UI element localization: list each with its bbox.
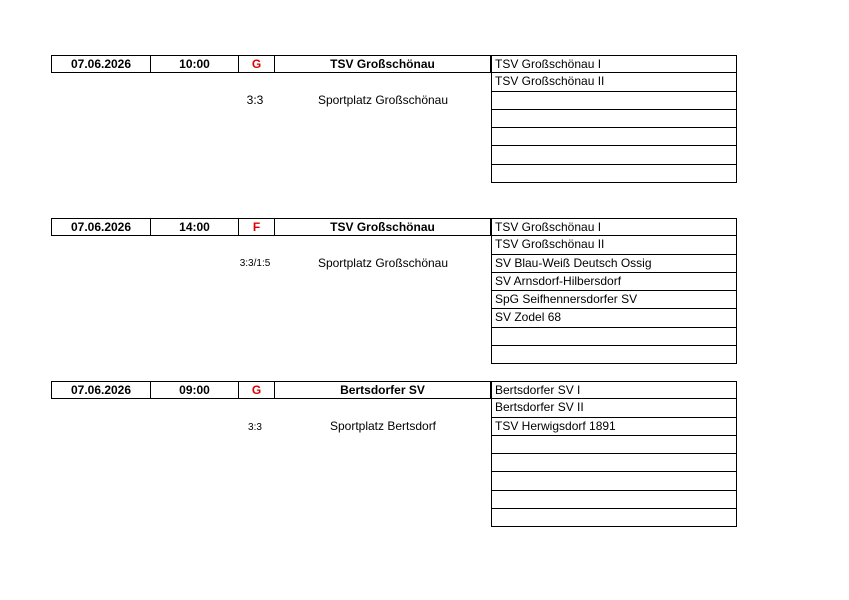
- team-list: [491, 218, 737, 364]
- event-header: [51, 381, 491, 399]
- team-slot: TSV Großschönau I: [491, 55, 737, 73]
- team-slot: TSV Großschönau II: [491, 236, 737, 254]
- event-type: G: [239, 381, 275, 399]
- event-venue: Sportplatz Großschönau: [317, 93, 449, 107]
- event-venue: Sportplatz Bertsdorf: [329, 419, 437, 433]
- event-mode: 3:3: [246, 93, 264, 107]
- event-date: 07.06.2026: [51, 381, 151, 399]
- team-slot: TSV Großschönau I: [491, 218, 737, 236]
- team-slot: Bertsdorfer SV II: [491, 399, 737, 417]
- team-slot: [491, 92, 737, 110]
- event-date: 07.06.2026: [51, 55, 151, 73]
- team-slot: [491, 472, 737, 490]
- event-host: TSV Großschönau: [275, 218, 491, 236]
- team-list: [491, 381, 737, 527]
- event-venue: Sportplatz Großschönau: [317, 256, 449, 270]
- team-slot: [491, 328, 737, 346]
- event-host: Bertsdorfer SV: [275, 381, 491, 399]
- event-time: 14:00: [151, 218, 239, 236]
- team-slot: SpG Seifhennersdorfer SV: [491, 291, 737, 309]
- event-date: 07.06.2026: [51, 218, 151, 236]
- team-slot: [491, 146, 737, 164]
- team-slot: [491, 165, 737, 183]
- team-slot: TSV Großschönau II: [491, 73, 737, 91]
- team-slot: SV Arnsdorf-Hilbersdorf: [491, 273, 737, 291]
- event-time: 09:00: [151, 381, 239, 399]
- event-header: [51, 218, 491, 236]
- event-type: F: [239, 218, 275, 236]
- event-time: 10:00: [151, 55, 239, 73]
- team-slot: [491, 509, 737, 527]
- event-host: TSV Großschönau: [275, 55, 491, 73]
- event-mode: 3:3: [248, 422, 262, 433]
- team-slot: SV Blau-Weiß Deutsch Ossig: [491, 255, 737, 273]
- event-header: [51, 55, 491, 73]
- team-list: [491, 55, 737, 183]
- team-slot: [491, 110, 737, 128]
- team-slot: [491, 436, 737, 454]
- team-slot: [491, 491, 737, 509]
- event-mode: 3:3/1:5: [239, 258, 271, 269]
- event-type: G: [239, 55, 275, 73]
- team-slot: [491, 454, 737, 472]
- team-slot: SV Zodel 68: [491, 309, 737, 327]
- team-slot: TSV Herwigsdorf 1891: [491, 418, 737, 436]
- team-slot: [491, 346, 737, 364]
- team-slot: Bertsdorfer SV I: [491, 381, 737, 399]
- team-slot: [491, 128, 737, 146]
